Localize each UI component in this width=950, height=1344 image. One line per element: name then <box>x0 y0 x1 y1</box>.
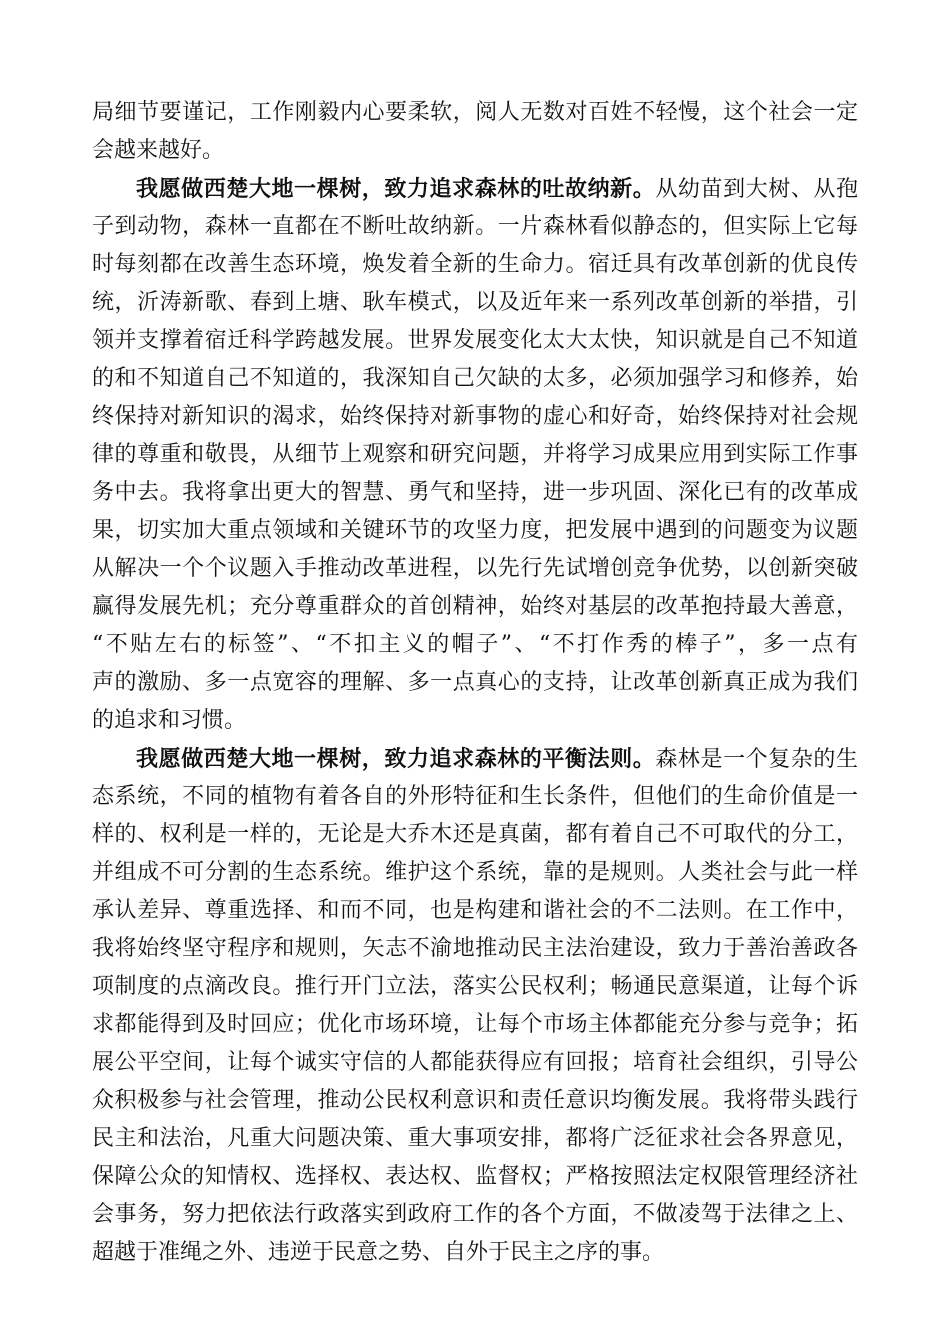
text-line: 务中去。我将拿出更大的智慧、勇气和坚持，进一步巩固、深化已有的改革成 <box>92 480 858 505</box>
text-line: 求都能得到及时回应；优化市场环境，让每个市场主体都能充分参与竞争；拓 <box>92 1012 858 1037</box>
text-line: 时每刻都在改善生态环境，焕发着全新的生命力。宿迁具有改革创新的优良传 <box>92 252 858 277</box>
text-line: 领并支撑着宿迁科学跨越发展。世界发展变化太大太快，知识就是自己不知道 <box>92 328 858 353</box>
text-line: 样的、权利是一样的，无论是大乔木还是真菌，都有着自己不可取代的分工， <box>92 822 858 847</box>
text-line: 从解决一个个议题入手推动改革进程，以先行先试增创竞争优势，以创新突破 <box>92 556 858 581</box>
text-line: 的和不知道自己不知道的，我深知自己欠缺的太多，必须加强学习和修养，始 <box>92 366 858 391</box>
text-line: 我将始终坚守程序和规则，矢志不渝地推动民主法治建设，致力于善治善政各 <box>92 936 858 961</box>
text-line: 子到动物，森林一直都在不断吐故纳新。一片森林看似静态的，但实际上它每 <box>92 214 858 239</box>
text-line: 项制度的点滴改良。推行开门立法，落实公民权利；畅通民意渠道，让每个诉 <box>92 974 858 999</box>
text-line: 赢得发展先机；充分尊重群众的首创精神，始终对基层的改革抱持最大善意， <box>92 594 858 619</box>
text-line: 终保持对新知识的渴求，始终保持对新事物的虚心和好奇，始终保持对社会规 <box>92 404 858 429</box>
paragraph <box>92 170 858 740</box>
text-line: 律的尊重和敬畏，从细节上观察和研究问题，并将学习成果应用到实际工作事 <box>92 442 858 467</box>
paragraph <box>92 740 858 1272</box>
text-line: 声的激励、多一点宽容的理解、多一点真心的支持，让改革创新真正成为我们 <box>92 670 858 695</box>
document-body <box>92 94 858 1272</box>
paragraph-first-line-text: 森林是一个复杂的生 <box>655 747 858 772</box>
text-line: 果，切实加大重点领域和关键环节的攻坚力度，把发展中遇到的问题变为议题 <box>92 518 858 543</box>
text-line: 的追求和习惯。 <box>92 708 247 733</box>
text-line: 并组成不可分割的生态系统。维护这个系统，靠的是规则。人类社会与此一样 <box>92 860 858 885</box>
paragraph-first-line <box>92 740 858 778</box>
text-line: “不贴左右的标签”、“不扣主义的帽子”、“不打作秀的棒子”，多一点有 <box>92 632 858 657</box>
text-line: 局细节要谨记，工作刚毅内心要柔软，阅人无数对百姓不轻慢，这个社会一定 <box>92 100 858 125</box>
text-line: 民主和法治，凡重大问题决策、重大事项安排，都将广泛征求社会各界意见， <box>92 1126 858 1151</box>
text-line: 展公平空间，让每个诚实守信的人都能获得应有回报；培育社会组织，引导公 <box>92 1050 858 1075</box>
text-line: 会事务，努力把依法行政落实到政府工作的各个方面，不做凌驾于法律之上、 <box>92 1202 858 1227</box>
paragraph <box>92 94 858 170</box>
paragraph-heading-bold: 我愿做西楚大地一棵树，致力追求森林的吐故纳新。 <box>136 176 656 202</box>
paragraph-heading-bold: 我愿做西楚大地一棵树，致力追求森林的平衡法则。 <box>136 746 656 772</box>
text-line: 会越来越好。 <box>92 138 225 163</box>
paragraph-first-line <box>92 170 858 208</box>
text-line: 态系统，不同的植物有着各自的外形特征和生长条件，但他们的生命价值是一 <box>92 784 858 809</box>
text-line: 统，沂涛新歌、春到上塘、耿车模式，以及近年来一系列改革创新的举措，引 <box>92 290 858 315</box>
text-line: 众积极参与社会管理，推动公民权利意识和责任意识均衡发展。我将带头践行 <box>92 1088 858 1113</box>
paragraph-first-line-text: 从幼苗到大树、从孢 <box>655 177 858 202</box>
text-line: 保障公众的知情权、选择权、表达权、监督权；严格按照法定权限管理经济社 <box>92 1164 858 1189</box>
text-line: 超越于准绳之外、违逆于民意之势、自外于民主之序的事。 <box>92 1240 665 1265</box>
text-line: 承认差异、尊重选择、和而不同，也是构建和谐社会的不二法则。在工作中， <box>92 898 858 923</box>
